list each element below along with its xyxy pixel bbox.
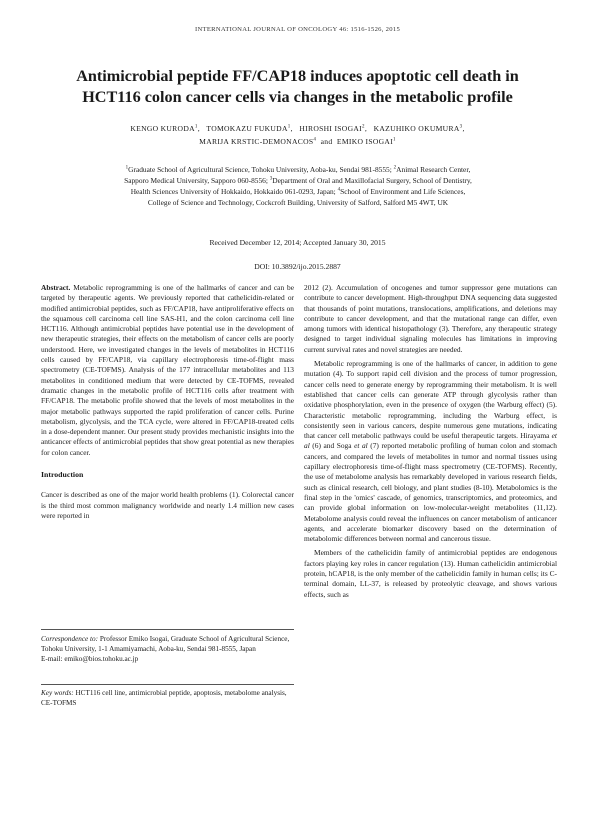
received-dates: Received December 12, 2014; Accepted January 30, 2015: [209, 238, 386, 247]
affiliation-line: $^1$Graduate School of Agricultural Science, Tohoku University, Aoba-ku, Sendai 981-8555; $^2$Animal Research Center,: [125, 165, 471, 174]
affiliations: [48, 164, 548, 208]
correspondence-label: Correspondence to:: [41, 635, 99, 643]
author-and: and: [320, 137, 333, 146]
correspondence-note: Correspondence to: Professor Emiko Isogai, Graduate School of Agricultural Science, Tohoku University, 1-1 Amamiyamachi, Aoba-ku, Sendai 981-8555, Japan E-mail: emiko@bios.tohoku.ac.jp: [41, 634, 294, 665]
author-line-2: MARIJA KRSTIC-DEMONACOS$^4$ and EMIKO ISOGAI$^1$: [199, 137, 396, 146]
author-name: HIROSHI ISOGAI: [299, 124, 362, 133]
abstract-label: Abstract.: [41, 283, 71, 292]
body-paragraph: Members of the cathelicidin family of antimicrobial peptides are endogenous factors playing key roles in cancer regulation (13). Human cathelicidin antimicrobial protein, hCAP18, is the only member of the cathelicidin family in human cells; its C-terminal domain, LL-37, is released by proteolytic cleavage, and shows various effects, such as: [304, 548, 557, 599]
correspondence-email: E-mail: emiko@bios.tohoku.ac.jp: [41, 655, 139, 664]
author-name: MARIJA KRSTIC-DEMONACOS: [199, 137, 314, 146]
author-list: [40, 122, 555, 148]
author-name: EMIKO ISOGAI: [336, 137, 394, 146]
left-column: [41, 283, 294, 525]
author-name: TOMOKAZU FUKUDA: [206, 124, 288, 133]
right-column: [304, 283, 557, 604]
body-paragraph: 2012 (2). Accumulation of oncogenes and tumor suppressor gene mutations can contribute to cancer development. High-throughput DNA sequencing data suggested that thousands of point mutations, translocations, amplifications, and deletions may contribute to cancer development, and that the mutational range can differ, even among tumors with identical histopathology (3). Therefore, any therapeutic strategy designed to target individual signaling molecules has limitations in improving current survival rates and novel strategies are needed.: [304, 283, 557, 354]
doi: DOI: 10.3892/ijo.2015.2887: [254, 262, 341, 271]
keywords-label: Key words:: [41, 689, 74, 697]
title-line-1: Antimicrobial peptide FF/CAP18 induces apoptotic cell death in: [76, 67, 519, 85]
article-title: [40, 66, 555, 108]
section-heading-introduction: Introduction: [41, 470, 84, 480]
abstract: [41, 283, 294, 458]
abstract-text: Metabolic reprogramming is one of the hallmarks of cancer and can be targeted by therapeutic agents. We previously reported that cathelicidin-related or modified antimicrobial peptides, such as FF/CAP18, have antiproliferative effects on the squamous cell carcinoma cell line SAS-H1, and the colon carcinoma cell line HCT116. Although antimicrobial peptides have potential use in the development of new therapeutic strategies, their effects on the metabolism of cancer cells are poorly understood. Here, we investigated changes in the levels of metabolites in HCT116 cells caused by FF/CAP18, via capillary electrophoresis time-of-flight mass spectrometry (CE-TOFMS). Analysis of the 177 intracellular metabolites and 113 metabolites in conditioned medium that were detected by CE-TOFMS, revealed dramatic changes in the metabolic profile of HCT116 cells after treatment with FF/CAP18. The metabolic profile showed that the levels of most metabolites in the major metabolic pathways supported the rapid proliferation of cancer cells. Purine metabolism, glycolysis, and the TCA cycle, were altered in FF/CAP18-treated cells in a dose-dependent manner. Our present study provides mechanistic insights into the anticancer effects of antimicrobial peptides that show great potential as new therapies for colon cancer.: [41, 283, 294, 457]
running-head: INTERNATIONAL JOURNAL OF ONCOLOGY 46: 1516-1526, 2015: [194, 26, 401, 33]
author-name: KAZUHIKO OKUMURA: [373, 124, 460, 133]
footnote-divider: [41, 629, 294, 630]
keywords-note: Key words: HCT116 cell line, antimicrobial peptide, apoptosis, metabolome analysis, CE-TOFMS: [41, 689, 287, 708]
affiliation-line: College of Science and Technology, Cockcroft Building, University of Salford, Salford M5 4WT, UK: [147, 198, 449, 208]
intro-paragraph: Cancer is described as one of the major world health problems (1). Colorectal cancer is the third most common malignancy worldwide and nearly 1.4 million new cases were reported in: [41, 490, 294, 520]
keywords-divider: [41, 684, 294, 685]
body-paragraph: Metabolic reprogramming is one of the hallmarks of cancer, in addition to gene mutation (4). To support rapid cell division and the process of tumor progression, cancer cells need to generate energy by reprogramming their metabolism. It is well established that cancer cells can generate ATP through glycolysis rather than oxidative phosphorylation, even in the presence of oxygen (the Warburg effect) (5). Characteristic metabolic reprogramming, including the Warburg effect, is consistently seen in various cancers, despite numerous gene mutations, indicating that cancer cell metabolic pathways could be useful therapeutic targets. Hirayama et al (6) and Soga et al (7) reported metabolic profiling of human colon and stomach cancers, and compared the levels of metabolites in tumor and normal tissues using capillary electrophoresis time-of-flight mass spectrometry (CE-TOFMS). Recently, the use of metabolome analysis has remarkably developed in various research fields, such as clinical research, cell biology, and plant studies (8-10). Metabolomics is the final step in the 'omics' cascade, of genomics, transcriptomics, and proteomics, and can provide global information on low-molecular-weight metabolites (11,12). Metabolome analysis could reveal the influences on cancer metabolism of anticancer agents, and accelerate biomarker discovery based on the determination of metabolomic differences between normal and cancerous tissue.: [304, 359, 557, 544]
author-name: KENGO KURODA: [130, 124, 195, 133]
title-line-2: HCT116 colon cancer cells via changes in the metabolic profile: [82, 88, 513, 106]
affiliation-line: Health Sciences University of Hokkaido, Hokkaido 061-0293, Japan; $^4$School of Environment and Life Sciences,: [130, 187, 466, 197]
author-line-1: KENGO KURODA$^1$, TOMOKAZU FUKUDA$^1$, HIROSHI ISOGAI$^2$, KAZUHIKO OKUMURA$^3$,: [130, 124, 465, 133]
affiliation-line: Sapporo Medical University, Sapporo 060-8556; $^3$Department of Oral and Maxillofacial Surgery, School of Dentistry,: [124, 176, 472, 186]
